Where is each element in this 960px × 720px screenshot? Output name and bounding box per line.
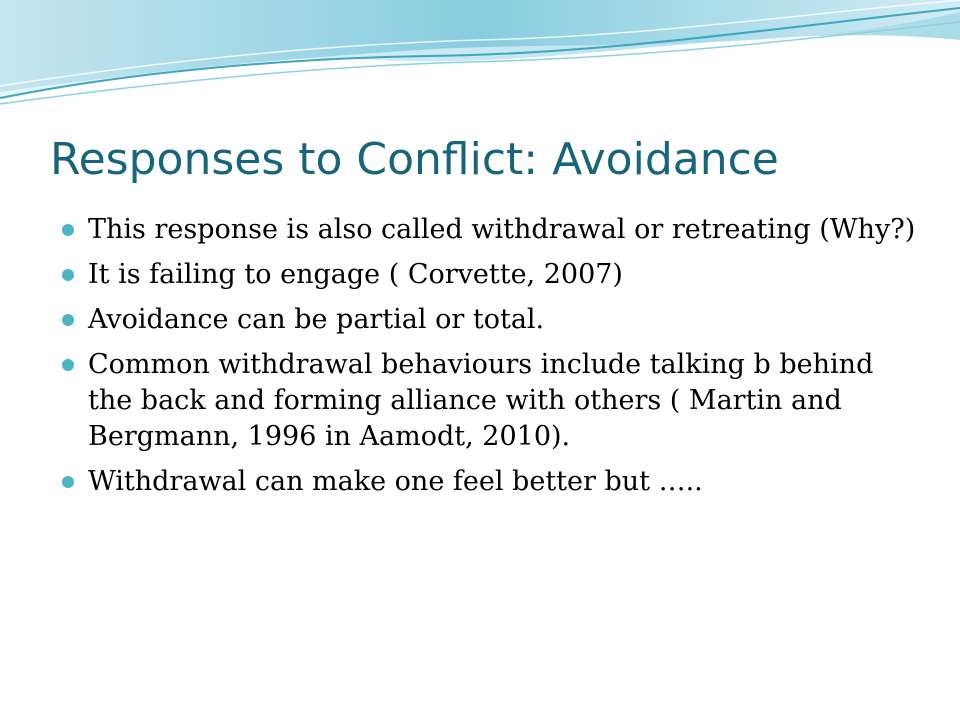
bullet-text: Avoidance can be partial or total. bbox=[88, 304, 545, 335]
bullet-dot-icon bbox=[62, 476, 74, 488]
bullet-dot-icon bbox=[62, 314, 74, 326]
header-wave-decoration bbox=[0, 0, 960, 120]
bullet-dot-icon bbox=[62, 269, 74, 281]
bullet-item bbox=[62, 302, 922, 338]
bullet-dot-icon bbox=[62, 224, 74, 236]
slide-title: Responses to Conflict: Avoidance bbox=[50, 134, 779, 185]
bullet-dot-icon bbox=[62, 359, 74, 371]
bullet-text: It is failing to engage ( Corvette, 2007) bbox=[88, 259, 623, 290]
bullet-item bbox=[62, 347, 922, 455]
bullet-text: Withdrawal can make one feel better but ….. bbox=[88, 466, 703, 497]
bullet-list bbox=[62, 212, 922, 509]
bullet-item bbox=[62, 212, 922, 248]
bullet-item bbox=[62, 257, 922, 293]
bullet-text: Common withdrawal behaviours include talking b behind the back and forming alliance with others ( Martin and Bergmann, 1996 in Aamodt, 2010). bbox=[88, 349, 874, 452]
bullet-text: This response is also called withdrawal or retreating (Why?) bbox=[88, 214, 916, 245]
bullet-item bbox=[62, 464, 922, 500]
